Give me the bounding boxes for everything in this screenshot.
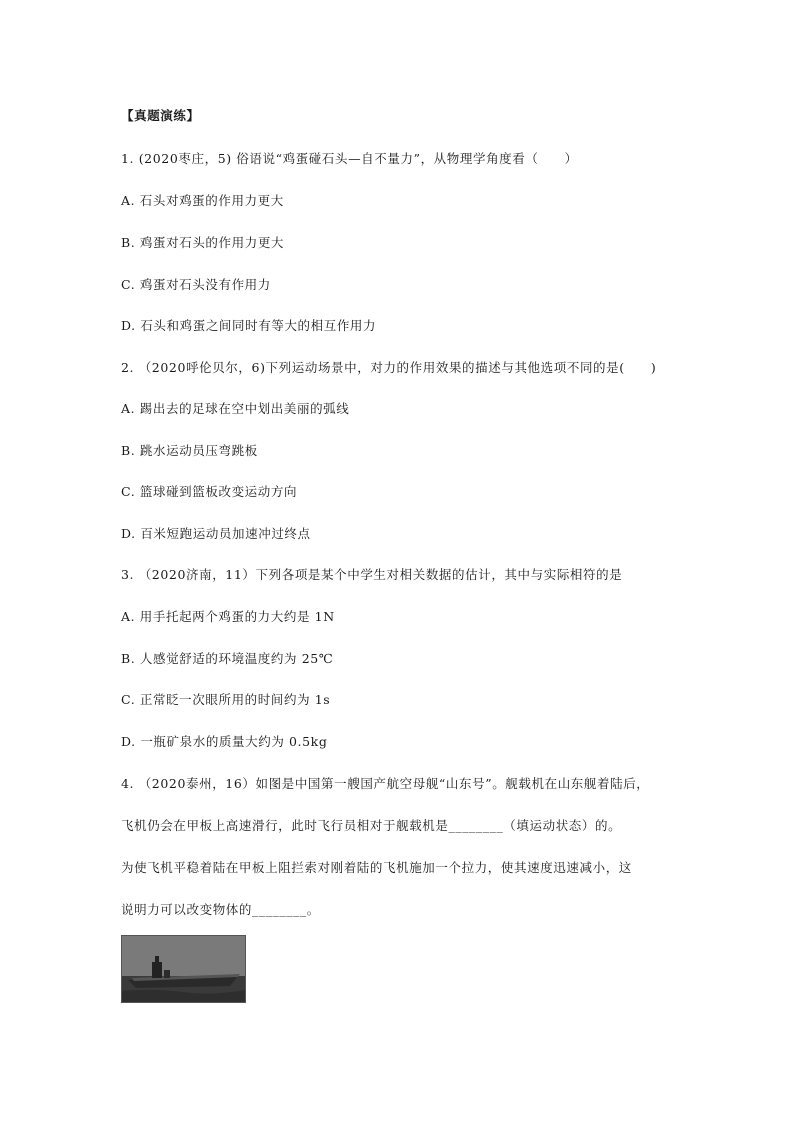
question-3-option-c: C. 正常眨一次眼所用的时间约为 1s: [121, 692, 331, 707]
aircraft-carrier-illustration: [122, 936, 245, 1002]
question-2-stem: 2. （2020呼伦贝尔，6)下列运动场景中，对力的作用效果的描述与其他选项不同的是( ): [121, 360, 657, 375]
question-3-option-d: D. 一瓶矿泉水的质量大约为 0.5kg: [121, 734, 328, 749]
question-1-option-c: C. 鸡蛋对石头没有作用力: [121, 277, 271, 292]
aircraft-carrier-photo: [121, 935, 246, 1003]
question-4-line-4: 说明力可以改变物体的________。: [121, 902, 320, 917]
question-1-option-b: B. 鸡蛋对石头的作用力更大: [121, 235, 285, 250]
question-1-option-a: A. 石头对鸡蛋的作用力更大: [121, 193, 284, 208]
question-3-option-b: B. 人感觉舒适的环境温度约为 25℃: [121, 651, 334, 666]
question-4-line-3: 为使飞机平稳着陆在甲板上阻拦索对刚着陆的飞机施加一个拉力，使其速度迅速减小，这: [121, 860, 632, 875]
question-2-option-d: D. 百米短跑运动员加速冲过终点: [121, 526, 311, 541]
question-2-option-a: A. 踢出去的足球在空中划出美丽的弧线: [121, 401, 350, 416]
question-1-stem: 1. (2020枣庄，5) 俗语说“鸡蛋碰石头—自不量力”，从物理学角度看（ ）: [121, 151, 578, 166]
question-2-option-b: B. 跳水运动员压弯跳板: [121, 443, 258, 458]
question-2-option-c: C. 篮球碰到篮板改变运动方向: [121, 484, 298, 499]
question-3-option-a: A. 用手托起两个鸡蛋的力大约是 1N: [121, 609, 335, 624]
section-title: 【真题演练】: [121, 108, 200, 123]
question-3-stem: 3. （2020济南，11）下列各项是某个中学生对相关数据的估计，其中与实际相符的是: [121, 567, 623, 582]
question-4-line-1: 4. （2020泰州，16）如图是中国第一艘国产航空母舰“山东号”。舰载机在山东舰着陆后，: [121, 776, 650, 791]
question-1-option-d: D. 石头和鸡蛋之间同时有等大的相互作用力: [121, 318, 377, 333]
question-4-line-2: 飞机仍会在甲板上高速滑行，此时飞行员相对于舰载机是________（填运动状态）的。: [121, 818, 622, 833]
